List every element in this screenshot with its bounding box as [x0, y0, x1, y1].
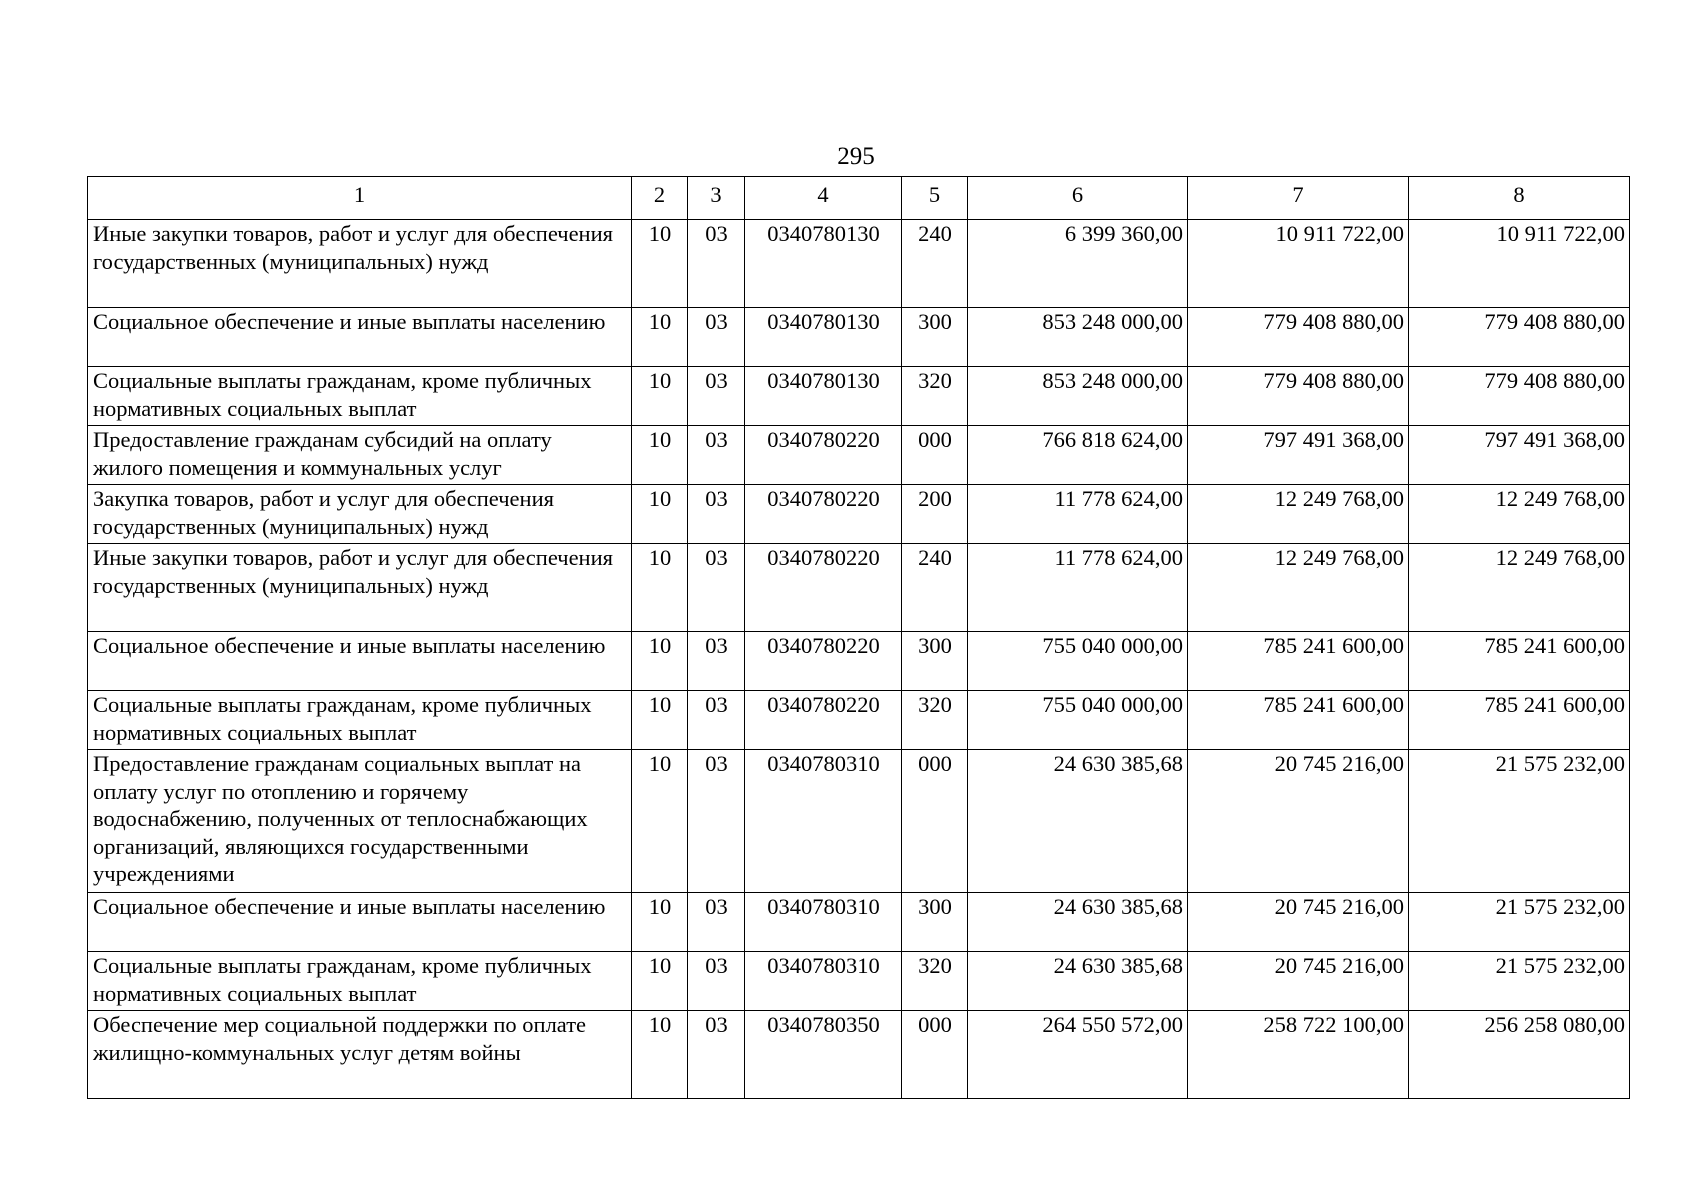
- section-code: 10: [632, 485, 688, 544]
- column-header: 2: [632, 177, 688, 220]
- header-row: [88, 177, 1630, 220]
- row-name: Предоставление гражданам субсидий на оплату жилого помещения и коммунальных услуг: [88, 426, 632, 485]
- subsection-code: 03: [688, 485, 745, 544]
- amount-col6: 766 818 624,00: [968, 426, 1188, 485]
- table-row: [88, 308, 1630, 367]
- amount-col6: 853 248 000,00: [968, 308, 1188, 367]
- amount-col8: 256 258 080,00: [1409, 1011, 1630, 1099]
- target-article-code: 0340780220: [745, 691, 902, 750]
- row-name: Социальные выплаты гражданам, кроме публичных нормативных социальных выплат: [88, 952, 632, 1011]
- section-code: 10: [632, 544, 688, 632]
- amount-col7: 779 408 880,00: [1188, 367, 1409, 426]
- row-name: Иные закупки товаров, работ и услуг для обеспечения государственных (муниципальных) нужд: [88, 220, 632, 308]
- expense-type-code: 000: [902, 426, 968, 485]
- section-code: 10: [632, 367, 688, 426]
- column-header: 1: [88, 177, 632, 220]
- amount-col6: 755 040 000,00: [968, 632, 1188, 691]
- target-article-code: 0340780220: [745, 426, 902, 485]
- amount-col8: 21 575 232,00: [1409, 893, 1630, 952]
- row-name: Социальные выплаты гражданам, кроме публичных нормативных социальных выплат: [88, 691, 632, 750]
- expense-type-code: 300: [902, 893, 968, 952]
- expense-type-code: 000: [902, 1011, 968, 1099]
- expense-type-code: 320: [902, 952, 968, 1011]
- subsection-code: 03: [688, 220, 745, 308]
- amount-col6: 11 778 624,00: [968, 485, 1188, 544]
- table-row: [88, 952, 1630, 1011]
- page-number: 295: [837, 143, 875, 170]
- column-header: 4: [745, 177, 902, 220]
- column-header: 3: [688, 177, 745, 220]
- amount-col6: 755 040 000,00: [968, 691, 1188, 750]
- column-header: 8: [1409, 177, 1630, 220]
- table-row: [88, 691, 1630, 750]
- section-code: 10: [632, 893, 688, 952]
- amount-col6: 853 248 000,00: [968, 367, 1188, 426]
- table-row: [88, 750, 1630, 893]
- amount-col6: 24 630 385,68: [968, 750, 1188, 893]
- row-name: Иные закупки товаров, работ и услуг для обеспечения государственных (муниципальных) нужд: [88, 544, 632, 632]
- row-name: Социальное обеспечение и иные выплаты населению: [88, 893, 632, 952]
- amount-col7: 10 911 722,00: [1188, 220, 1409, 308]
- subsection-code: 03: [688, 691, 745, 750]
- expense-type-code: 300: [902, 632, 968, 691]
- expense-type-code: 000: [902, 750, 968, 893]
- target-article-code: 0340780220: [745, 632, 902, 691]
- amount-col6: 24 630 385,68: [968, 893, 1188, 952]
- target-article-code: 0340780310: [745, 893, 902, 952]
- section-code: 10: [632, 632, 688, 691]
- subsection-code: 03: [688, 893, 745, 952]
- subsection-code: 03: [688, 308, 745, 367]
- amount-col8: 21 575 232,00: [1409, 750, 1630, 893]
- table-row: [88, 426, 1630, 485]
- row-name: Социальные выплаты гражданам, кроме публичных нормативных социальных выплат: [88, 367, 632, 426]
- amount-col8: 10 911 722,00: [1409, 220, 1630, 308]
- amount-col7: 12 249 768,00: [1188, 544, 1409, 632]
- budget-table: [87, 176, 1630, 1099]
- amount-col6: 24 630 385,68: [968, 952, 1188, 1011]
- expense-type-code: 240: [902, 544, 968, 632]
- amount-col8: 779 408 880,00: [1409, 308, 1630, 367]
- table-row: [88, 893, 1630, 952]
- amount-col6: 264 550 572,00: [968, 1011, 1188, 1099]
- expense-type-code: 200: [902, 485, 968, 544]
- subsection-code: 03: [688, 750, 745, 893]
- amount-col7: 258 722 100,00: [1188, 1011, 1409, 1099]
- target-article-code: 0340780310: [745, 952, 902, 1011]
- amount-col6: 6 399 360,00: [968, 220, 1188, 308]
- target-article-code: 0340780130: [745, 367, 902, 426]
- amount-col8: 12 249 768,00: [1409, 544, 1630, 632]
- amount-col7: 20 745 216,00: [1188, 750, 1409, 893]
- table-row: [88, 544, 1630, 632]
- row-name: Предоставление гражданам социальных выплат на оплату услуг по отоплению и горячему водоснабжению, полученных от теплоснабжающих организаций, являющихся государственными учреждениями: [88, 750, 632, 893]
- section-code: 10: [632, 750, 688, 893]
- amount-col8: 785 241 600,00: [1409, 632, 1630, 691]
- amount-col8: 12 249 768,00: [1409, 485, 1630, 544]
- target-article-code: 0340780130: [745, 220, 902, 308]
- subsection-code: 03: [688, 1011, 745, 1099]
- subsection-code: 03: [688, 632, 745, 691]
- row-name: Социальное обеспечение и иные выплаты населению: [88, 308, 632, 367]
- amount-col8: 779 408 880,00: [1409, 367, 1630, 426]
- amount-col6: 11 778 624,00: [968, 544, 1188, 632]
- target-article-code: 0340780350: [745, 1011, 902, 1099]
- amount-col7: 785 241 600,00: [1188, 632, 1409, 691]
- row-name: Закупка товаров, работ и услуг для обеспечения государственных (муниципальных) нужд: [88, 485, 632, 544]
- subsection-code: 03: [688, 544, 745, 632]
- table-row: [88, 367, 1630, 426]
- column-header: 6: [968, 177, 1188, 220]
- section-code: 10: [632, 426, 688, 485]
- amount-col8: 797 491 368,00: [1409, 426, 1630, 485]
- amount-col7: 797 491 368,00: [1188, 426, 1409, 485]
- column-header: 7: [1188, 177, 1409, 220]
- expense-type-code: 320: [902, 367, 968, 426]
- target-article-code: 0340780220: [745, 485, 902, 544]
- section-code: 10: [632, 1011, 688, 1099]
- subsection-code: 03: [688, 952, 745, 1011]
- subsection-code: 03: [688, 367, 745, 426]
- table-row: [88, 485, 1630, 544]
- row-name: Обеспечение мер социальной поддержки по оплате жилищно-коммунальных услуг детям войны: [88, 1011, 632, 1099]
- expense-type-code: 300: [902, 308, 968, 367]
- row-name: Социальное обеспечение и иные выплаты населению: [88, 632, 632, 691]
- section-code: 10: [632, 952, 688, 1011]
- table-row: [88, 220, 1630, 308]
- amount-col7: 20 745 216,00: [1188, 952, 1409, 1011]
- amount-col8: 21 575 232,00: [1409, 952, 1630, 1011]
- table-row: [88, 1011, 1630, 1099]
- subsection-code: 03: [688, 426, 745, 485]
- amount-col7: 20 745 216,00: [1188, 893, 1409, 952]
- amount-col7: 779 408 880,00: [1188, 308, 1409, 367]
- target-article-code: 0340780130: [745, 308, 902, 367]
- amount-col7: 12 249 768,00: [1188, 485, 1409, 544]
- section-code: 10: [632, 308, 688, 367]
- table-row: [88, 632, 1630, 691]
- section-code: 10: [632, 220, 688, 308]
- amount-col8: 785 241 600,00: [1409, 691, 1630, 750]
- target-article-code: 0340780220: [745, 544, 902, 632]
- expense-type-code: 320: [902, 691, 968, 750]
- section-code: 10: [632, 691, 688, 750]
- amount-col7: 785 241 600,00: [1188, 691, 1409, 750]
- column-header: 5: [902, 177, 968, 220]
- expense-type-code: 240: [902, 220, 968, 308]
- target-article-code: 0340780310: [745, 750, 902, 893]
